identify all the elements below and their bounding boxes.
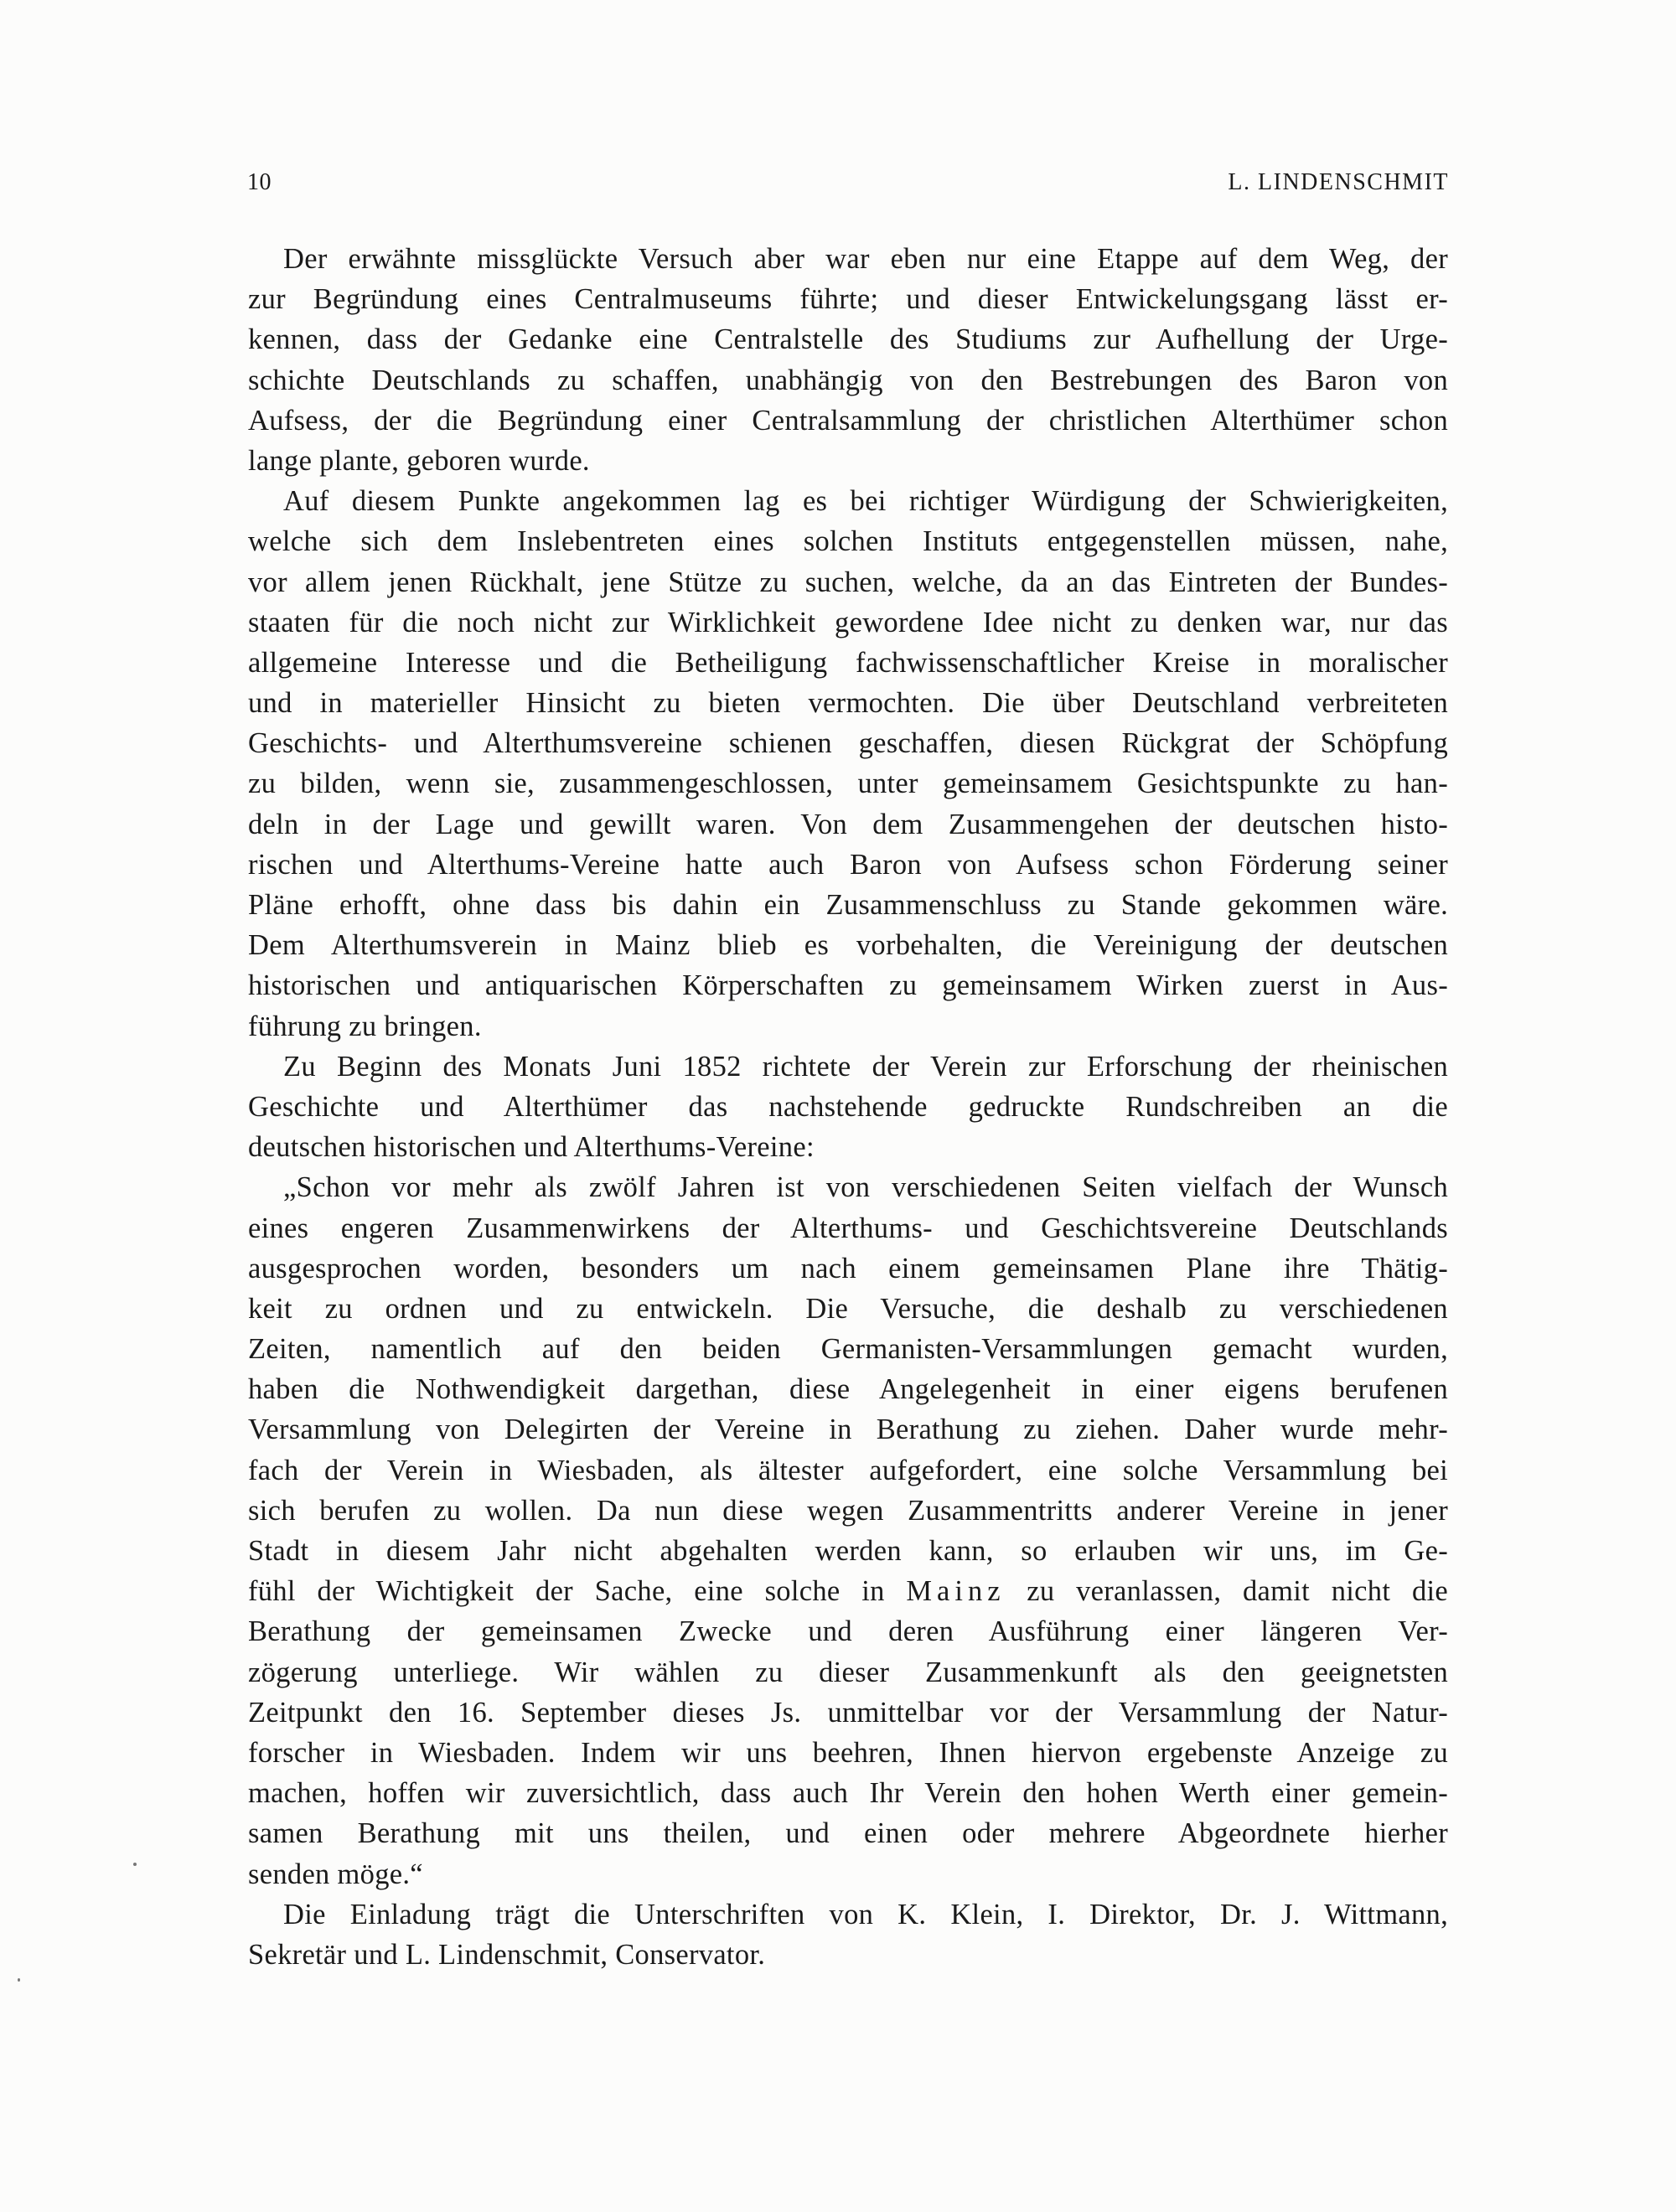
text-segment: fühl der Wichtigkeit der Sache, eine solche in (248, 1575, 907, 1608)
text-line: Zu Beginn des Monats Juni 1852 richtete der Verein zur Erforschung der rheinischen (283, 1050, 1448, 1083)
text-line: sich berufen zu wollen. Da nun diese wegen Zusammentritts anderer Vereine in jener (248, 1494, 1448, 1527)
text-line: kennen, dass der Gedanke eine Centralstelle des Studiums zur Aufhellung der Urge- (248, 323, 1448, 356)
text-line: Sekretär und L. Lindenschmit, Conservator. (248, 1938, 766, 1971)
text-line: Versammlung von Delegirten der Vereine in Berathung zu ziehen. Daher wurde mehr- (248, 1414, 1448, 1446)
text-line: allgemeine Interesse und die Betheiligung fachwissenschaftlicher Kreise in moralischer (248, 646, 1448, 679)
text-line: Zeiten, namentlich auf den beiden Germanisten-Versammlungen gemacht wurden, (248, 1333, 1448, 1366)
text-line: staaten für die noch nicht zur Wirklichkeit gewordene Idee nicht zu denken war, nur das (248, 606, 1448, 638)
text-line: zur Begründung eines Centralmuseums führte; und dieser Entwickelungsgang lässt er- (248, 283, 1448, 316)
text-line: historischen und antiquarischen Körperschaften zu gemeinsamem Wirken zuerst in Aus- (248, 969, 1448, 1002)
text-line: samen Berathung mit uns theilen, und einen oder mehrere Abgeordnete hierher (248, 1817, 1448, 1850)
text-line: Aufsess, der die Begründung einer Centralsammlung der christlichen Alterthümer schon (248, 404, 1448, 437)
text-line: keit zu ordnen und zu entwickeln. Die Versuche, die deshalb zu verschiedenen (248, 1292, 1448, 1325)
text-line: welche sich dem Inslebentreten eines solchen Instituts entgegenstellen müssen, nahe, (248, 525, 1448, 558)
text-line: forscher in Wiesbaden. Indem wir uns beehren, Ihnen hiervon ergebenste Anzeige zu (248, 1736, 1448, 1769)
text-line: fach der Verein in Wiesbaden, als ältester aufgefordert, eine solche Versammlung bei (248, 1454, 1448, 1486)
scan-speck (133, 1863, 137, 1866)
quoted-circular (248, 1167, 1448, 1894)
text-line: rischen und Alterthums-Vereine hatte auch Baron von Aufsess schon Förderung seiner (248, 848, 1448, 881)
paragraph-1 (248, 239, 1448, 481)
text-line: Dem Alterthumsverein in Mainz blieb es vorbehalten, die Vereinigung der deutschen (248, 929, 1448, 962)
text-line: Stadt in diesem Jahr nicht abgehalten werden kann, so erlauben wir uns, im Ge- (248, 1535, 1448, 1567)
text-line: zögerung unterliege. Wir wählen zu dieser Zusammenkunft als den geeignetsten (248, 1656, 1448, 1688)
text-line: schichte Deutschlands zu schaffen, unabhängig von den Bestrebungen des Baron von (248, 364, 1448, 396)
spaced-word-mainz: Mainz (906, 1575, 1006, 1608)
text-line: vor allem jenen Rückhalt, jene Stütze zu suchen, welche, da an das Eintreten der Bundes- (248, 566, 1448, 598)
text-line: eines engeren Zusammenwirkens der Alterthums- und Geschichtsvereine Deutschlands (248, 1212, 1448, 1244)
text-line-with-spaced-word (248, 1571, 1448, 1611)
page-number: 10 (247, 169, 272, 195)
text-line: ausgesprochen worden, besonders um nach einem gemeinsamen Plane ihre Thätig- (248, 1252, 1448, 1284)
text-line: zu bilden, wenn sie, zusammengeschlossen, unter gemeinsamem Gesichtspunkte zu han- (248, 767, 1448, 800)
text-line: haben die Nothwendigkeit dargethan, diese Angelegenheit in einer eigens berufenen (248, 1373, 1448, 1406)
text-line: Zeitpunkt den 16. September dieses Js. unmittelbar vor der Versammlung der Natur- (248, 1696, 1448, 1729)
running-title: L. LINDENSCHMIT (1228, 169, 1449, 195)
text-line: deutschen historischen und Alterthums-Vereine: (248, 1131, 815, 1164)
text-line: und in materieller Hinsicht zu bieten vermochten. Die über Deutschland verbreiteten (248, 687, 1448, 720)
text-line: machen, hoffen wir zuversichtlich, dass auch Ihr Verein den hohen Werth einer gemein- (248, 1777, 1448, 1810)
text-line: Geschichte und Alterthümer das nachstehende gedruckte Rundschreiben an die (248, 1090, 1448, 1123)
paragraph-5 (248, 1894, 1448, 1975)
text-line: Der erwähnte missglückte Versuch aber war eben nur eine Etappe auf dem Weg, der (283, 243, 1448, 275)
text-line: Auf diesem Punkte angekommen lag es bei richtiger Würdigung der Schwierigkeiten, (283, 485, 1448, 518)
text-segment: zu veranlassen, damit nicht die (1005, 1575, 1448, 1608)
scan-speck (18, 1978, 20, 1982)
paragraph-3 (248, 1047, 1448, 1168)
text-line: senden möge.“ (248, 1858, 423, 1890)
text-line: Die Einladung trägt die Unterschriften von K. Klein, I. Direktor, Dr. J. Wittmann, (283, 1898, 1448, 1930)
paragraph-2 (248, 481, 1448, 1047)
text-line: führung zu bringen. (248, 1010, 482, 1042)
text-line: Geschichts- und Alterthumsvereine schienen geschaffen, diesen Rückgrat der Schöpfung (248, 727, 1448, 760)
body-text (248, 239, 1448, 1975)
text-line: Berathung der gemeinsamen Zwecke und deren Ausführung einer längeren Ver- (248, 1615, 1448, 1648)
text-line: lange plante, geboren wurde. (248, 444, 590, 477)
text-line: „Schon vor mehr als zwölf Jahren ist von verschiedenen Seiten vielfach der Wunsch (283, 1171, 1448, 1204)
text-line: Pläne erhofft, ohne dass bis dahin ein Zusammenschluss zu Stande gekommen wäre. (248, 889, 1448, 921)
running-head (247, 169, 1449, 203)
text-line: deln in der Lage und gewillt waren. Von dem Zusammengehen der deutschen histo- (248, 808, 1448, 840)
